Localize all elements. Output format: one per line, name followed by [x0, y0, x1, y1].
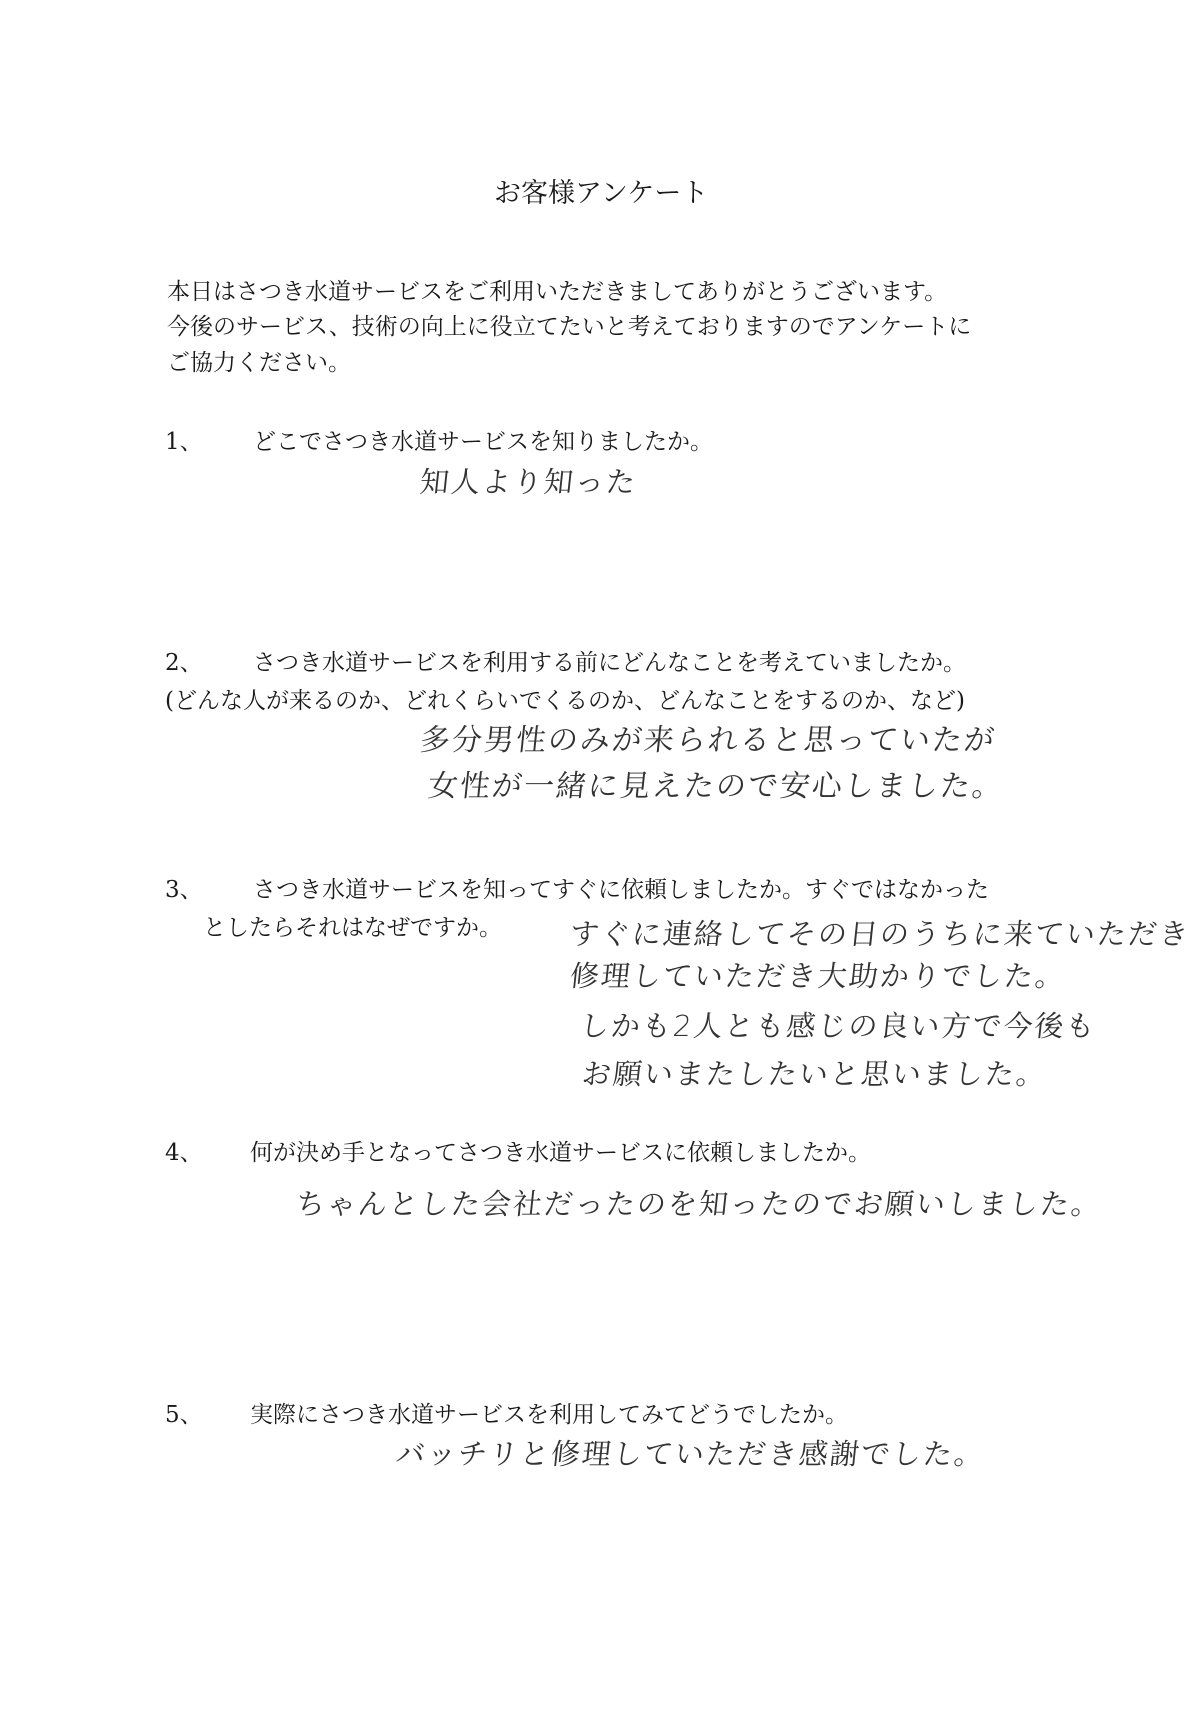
- question-2-text: さつき水道サービスを利用する前にどんなことを考えていましたか。: [253, 650, 966, 676]
- intro-line-1: 本日はさつき水道サービスをご利用いただきましてありがとうございます。: [167, 279, 948, 305]
- answer-5-line-1: バッチリと修理していただき感謝でした。: [394, 1437, 987, 1471]
- question-3-text-cont: としたらそれはなぜですか。: [203, 915, 502, 941]
- question-2-number: 2、: [165, 650, 203, 676]
- question-3-number: 3、: [165, 877, 203, 903]
- answer-3-line-4: お願いまたしたいと思いました。: [580, 1057, 1049, 1091]
- question-4-number: 4、: [165, 1140, 203, 1166]
- question-4-text: 何が決め手となってさつき水道サービスに依頼しましたか。: [250, 1140, 871, 1166]
- answer-3-line-3: しかも2人とも感じの良い方で今後も: [578, 1009, 1099, 1043]
- answer-1-line-1: 知人より知った: [418, 465, 639, 499]
- page-title: お客様アンケート: [494, 178, 709, 209]
- answer-2-line-1: 多分男性のみが来られると思っていたが: [418, 723, 998, 758]
- intro-line-2: 今後のサービス、技術の向上に役立てたいと考えておりますのでアンケートに: [167, 314, 972, 340]
- answer-2-line-2: 女性が一緒に見えたので安心しました。: [426, 769, 1006, 804]
- question-1-text: どこでさつき水道サービスを知りましたか。: [253, 429, 713, 455]
- question-1-number: 1、: [165, 429, 203, 455]
- question-5-text: 実際にさつき水道サービスを利用してみてどうでしたか。: [250, 1402, 848, 1428]
- answer-4-line-1: ちゃんとした会社だったのを知ったのでお願いしました。: [294, 1187, 1104, 1221]
- question-3-text: さつき水道サービスを知ってすぐに依頼しましたか。すぐではなかった: [253, 877, 989, 903]
- question-2-note: (どんな人が来るのか、どれくらいでくるのか、どんなことをするのか、など): [165, 688, 965, 714]
- intro-line-3: ご協力ください。: [167, 350, 351, 376]
- answer-3-line-2: 修理していただき大助かりでした。: [568, 959, 1068, 993]
- answer-3-line-1: すぐに連絡してその日のうちに来ていただき: [568, 917, 1192, 951]
- question-5-number: 5、: [165, 1402, 203, 1428]
